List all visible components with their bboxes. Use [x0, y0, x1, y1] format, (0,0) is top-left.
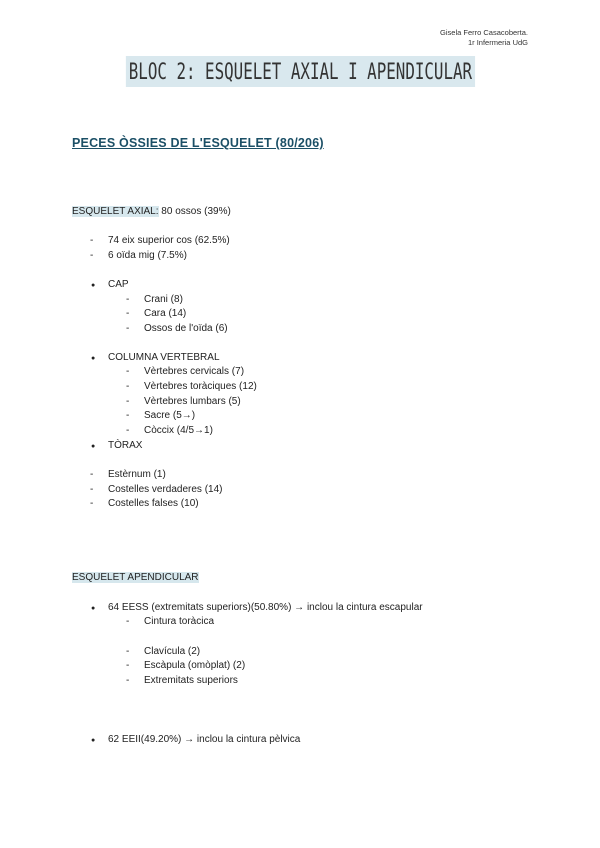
apendicular-label: ESQUELET APENDICULAR	[72, 572, 199, 583]
page-header	[440, 28, 528, 48]
list-item: - Vèrtebres toràciques (12)	[144, 381, 257, 393]
list-item: - 6 oïda mig (7.5%)	[108, 250, 187, 262]
list-item: - 74 eix superior cos (62.5%)	[108, 235, 230, 247]
list-item: - Estèrnum (1)	[108, 469, 166, 481]
list-item: - Cara (14)	[144, 308, 186, 320]
list-item: - Extremitats superiors	[144, 675, 238, 687]
list-item: - Sacre (5→)	[144, 410, 195, 422]
cap-heading: ● CAP	[108, 279, 129, 291]
list-item: - Ossos de l'oïda (6)	[144, 323, 228, 335]
list-item: - Vèrtebres cervicals (7)	[144, 366, 244, 378]
list-item: - Còccix (4/5→1)	[144, 425, 213, 437]
page-title: BLOC 2: ESQUELET AXIAL I APENDICULAR	[125, 56, 474, 87]
axial-label: ESQUELET AXIAL:	[72, 206, 159, 217]
apendicular-heading	[72, 572, 199, 584]
list-item: - Costelles falses (10)	[108, 498, 199, 510]
course-name: 1r Infermeria UdG	[467, 38, 528, 47]
axial-heading	[72, 206, 231, 218]
author-name: Gisela Ferro Casacoberta.	[440, 28, 528, 37]
torax-heading: ● TÒRAX	[108, 440, 142, 452]
eeii-heading: ● 62 EEII(49.20%) → inclou la cintura pèlvica	[108, 734, 300, 746]
columna-heading: ● COLUMNA VERTEBRAL	[108, 352, 220, 364]
list-item: - Cintura toràcica	[144, 616, 214, 628]
list-item: - Vèrtebres lumbars (5)	[144, 396, 241, 408]
list-item: - Costelles verdaderes (14)	[108, 484, 223, 496]
list-item: - Escàpula (omòplat) (2)	[144, 660, 245, 672]
section-title: PECES ÒSSIES DE L'ESQUELET (80/206)	[72, 136, 324, 150]
list-item: - Crani (8)	[144, 294, 183, 306]
eess-heading: ● 64 EESS (extremitats superiors)(50.80%) → inclou la cintura escapular	[108, 602, 423, 614]
axial-count: 80 ossos (39%)	[158, 206, 231, 217]
title-wrapper	[0, 56, 600, 87]
list-item: - Clavícula (2)	[144, 646, 200, 658]
